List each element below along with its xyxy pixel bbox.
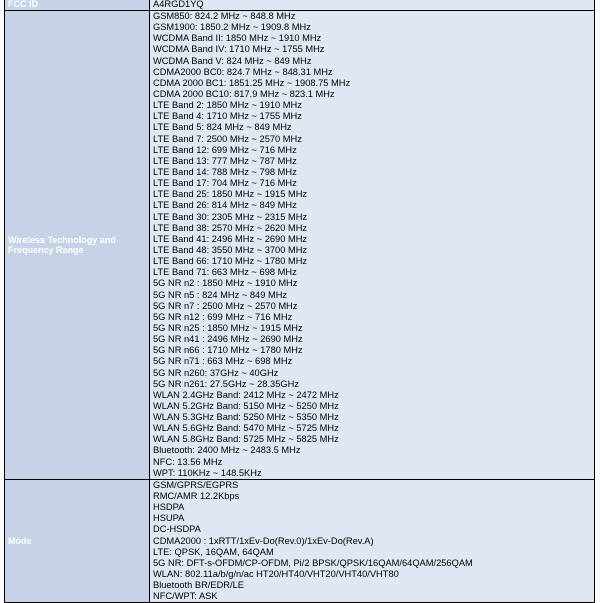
band-item: LTE Band 25: 1850 MHz ~ 1915 MHz (153, 189, 308, 200)
band-item: NFC: 13.56 MHz (153, 456, 223, 467)
band-item: 5G NR n261: 27.5GHz ~ 28.35GHz (153, 378, 299, 389)
band-item: LTE Band 71: 663 MHz ~ 698 MHz (153, 267, 297, 278)
mode-item: DC-HSDPA (153, 524, 201, 535)
fcc-id-text: A4RGD1YQ (153, 0, 204, 9)
band-item: 5G NR n41 : 2496 MHz ~ 2690 MHz (153, 334, 303, 345)
band-item: WCDMA Band II: 1850 MHz ~ 1910 MHz (153, 33, 322, 44)
fcc-id-row (5, 0, 595, 11)
mode-item: 5G NR: DFT-s-OFDM/CP-OFDM, Pi/2 BPSK/QPSK/16QAM/64QAM/256QAM (153, 557, 473, 568)
mode-list (150, 479, 595, 603)
band-item: LTE Band 4: 1710 MHz ~ 1755 MHz (153, 111, 302, 122)
mode-item: LTE: QPSK, 16QAM, 64QAM (153, 546, 274, 557)
wireless-label (5, 11, 150, 480)
mode-item: NFC/WPT: ASK (153, 591, 218, 602)
mode-item: HSUPA (153, 513, 185, 524)
band-item: CDMA 2000 BC1: 1851.25 MHz ~ 1908.75 MHz (153, 77, 351, 88)
mode-item: RMC/AMR 12.2Kbps (153, 491, 240, 502)
spec-table (4, 0, 595, 603)
mode-item: Bluetooth BR/EDR/LE (153, 580, 244, 591)
band-item: LTE Band 13: 777 MHz ~ 787 MHz (153, 155, 297, 166)
mode-label: Mode (5, 479, 150, 603)
band-item: WLAN 5.6GHz Band: 5470 MHz ~ 5725 MHz (153, 423, 339, 434)
band-item: 5G NR n2 : 1850 MHz ~ 1910 MHz (153, 278, 298, 289)
band-item: LTE Band 66: 1710 MHz ~ 1780 MHz (153, 256, 308, 267)
wireless-bands-list (150, 11, 595, 480)
band-item: LTE Band 30: 2305 MHz ~ 2315 MHz (153, 211, 308, 222)
band-item: 5G NR n25 : 1850 MHz ~ 1915 MHz (153, 322, 303, 333)
band-item: CDMA2000 BC0: 824.7 MHz ~ 848.31 MHz (153, 66, 333, 77)
band-item: Bluetooth: 2400 MHz ~ 2483.5 MHz (153, 445, 301, 456)
band-item: 5G NR n66 : 1710 MHz ~ 1780 MHz (153, 345, 303, 356)
mode-row (5, 479, 595, 603)
band-item: LTE Band 48: 3550 MHz ~ 3700 MHz (153, 244, 308, 255)
wireless-label-line1: Wireless Technology and (8, 234, 116, 245)
band-item: LTE Band 2: 1850 MHz ~ 1910 MHz (153, 100, 302, 111)
mode-item: CDMA2000 : 1xRTT/1xEv-Do(Rev.0)/1xEv-Do(Rev.A) (153, 535, 374, 546)
band-item: CDMA 2000 BC10: 817.9 MHz ~ 823.1 MHz (153, 88, 335, 99)
wireless-row (5, 11, 595, 480)
band-item: LTE Band 26: 814 MHz ~ 849 MHz (153, 200, 297, 211)
band-item: WLAN 5.8GHz Band: 5725 MHz ~ 5825 MHz (153, 434, 339, 445)
band-item: LTE Band 5: 824 MHz ~ 849 MHz (153, 122, 292, 133)
spec-sheet (4, 0, 595, 603)
wireless-label-line2: Frequency Range (8, 244, 84, 255)
band-item: LTE Band 17: 704 MHz ~ 716 MHz (153, 178, 297, 189)
band-item: GSM1900: 1850.2 MHz ~ 1909.8 MHz (153, 22, 311, 33)
band-item: WLAN 5.2GHz Band: 5150 MHz ~ 5250 MHz (153, 400, 339, 411)
band-item: WCDMA Band IV: 1710 MHz ~ 1755 MHz (153, 44, 325, 55)
band-item: LTE Band 38: 2570 MHz ~ 2620 MHz (153, 222, 308, 233)
band-item: LTE Band 7: 2500 MHz ~ 2570 MHz (153, 133, 302, 144)
band-item: GSM850: 824.2 MHz ~ 848.8 MHz (153, 11, 296, 21)
mode-item: GSM/GPRS/EGPRS (153, 479, 239, 490)
band-item: LTE Band 12: 699 MHz ~ 716 MHz (153, 144, 297, 155)
band-item: 5G NR n12 : 699 MHz ~ 716 MHz (153, 311, 293, 322)
band-item: 5G NR n260: 37GHz ~ 40GHz (153, 367, 279, 378)
band-item: LTE Band 41: 2496 MHz ~ 2690 MHz (153, 233, 308, 244)
band-item: WCDMA Band V: 824 MHz ~ 849 MHz (153, 55, 312, 66)
band-item: 5G NR n71 : 663 MHz ~ 698 MHz (153, 356, 293, 367)
band-item: 5G NR n7 : 2500 MHz ~ 2570 MHz (153, 300, 298, 311)
fcc-id-label: FCC ID (5, 0, 150, 11)
mode-item: WLAN: 802.11a/b/g/n/ac HT20/HT40/VHT20/VHT40/VHT80 (153, 569, 399, 580)
mode-item: HSDPA (153, 502, 185, 513)
band-item: LTE Band 14: 788 MHz ~ 798 MHz (153, 166, 297, 177)
band-item: WPT: 110KHz ~ 148.5KHz (153, 467, 262, 478)
band-item: WLAN 2.4GHz Band: 2412 MHz ~ 2472 MHz (153, 389, 339, 400)
band-item: 5G NR n5 : 824 MHz ~ 849 MHz (153, 289, 288, 300)
fcc-id-value (150, 0, 595, 11)
band-item: WLAN 5.3GHz Band: 5250 MHz ~ 5350 MHz (153, 412, 339, 423)
